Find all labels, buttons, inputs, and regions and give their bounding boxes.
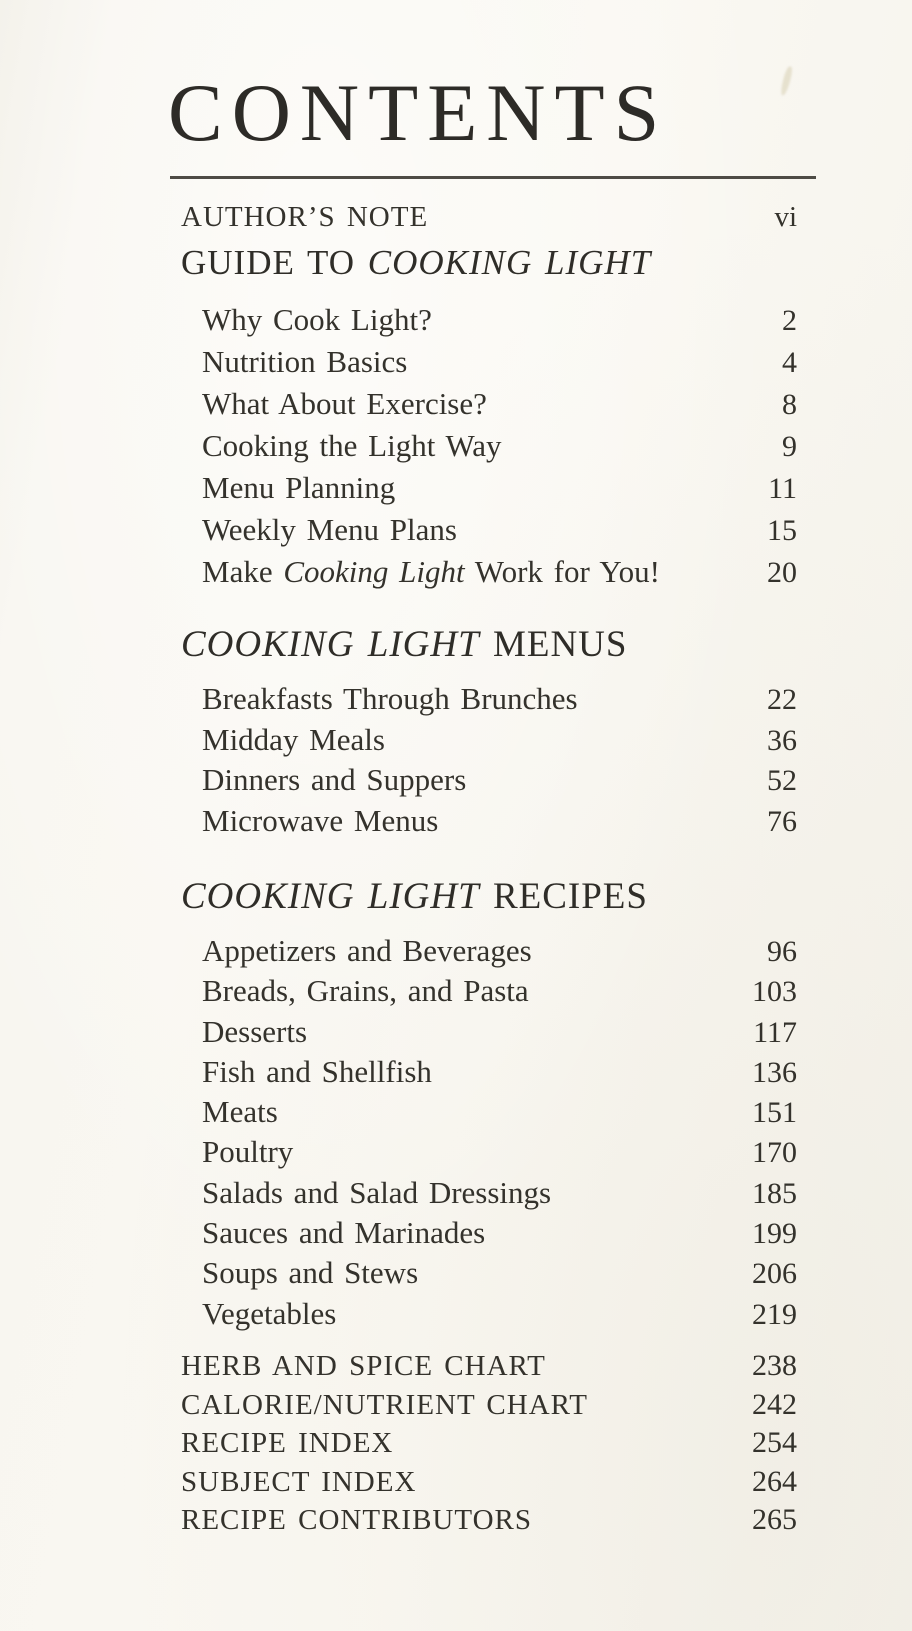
toc-entry-page: 265: [752, 1503, 797, 1537]
toc-entry-page: 219: [752, 1297, 797, 1331]
toc-entry-label: Cooking the Light Way: [202, 428, 502, 463]
toc-entry-page: vi: [774, 201, 797, 233]
toc-entry-page: 136: [752, 1055, 797, 1089]
heading-title-italic: COOKING LIGHT: [367, 243, 652, 282]
back-matter-entries: [181, 1347, 797, 1540]
toc-entry: [181, 679, 797, 720]
toc-entry-page: 15: [767, 514, 797, 547]
toc-entry-label: What About Exercise?: [202, 386, 487, 421]
title-rule: [170, 176, 816, 179]
toc-entry: [181, 971, 797, 1011]
label-title-italic: Cooking Light: [283, 554, 465, 589]
toc-entry: [181, 299, 797, 341]
toc-entry: [181, 509, 797, 551]
toc-entry-label: RECIPE CONTRIBUTORS: [181, 1504, 532, 1537]
section-heading-menus: [181, 619, 797, 671]
toc-entry-page: 264: [752, 1464, 797, 1498]
toc-entry-label: CALORIE/NUTRIENT CHART: [181, 1388, 588, 1421]
toc-entry-label: Desserts: [202, 1013, 308, 1049]
toc-entry-page: 2: [782, 304, 797, 337]
toc-entry-label: Dinners and Suppers: [202, 762, 467, 797]
toc-entry: [181, 1501, 797, 1540]
toc-entry: [181, 1386, 797, 1425]
toc-entry: [181, 1253, 797, 1293]
toc-entry-page: 96: [767, 935, 797, 968]
toc-entry-label: Meats: [202, 1094, 278, 1130]
toc-entry-label: Why Cook Light?: [202, 302, 432, 337]
toc-entry-page: 103: [752, 975, 797, 1009]
section-heading-recipes: [181, 871, 797, 923]
toc-entry-page: 199: [752, 1217, 797, 1251]
toc-entry: [181, 760, 797, 801]
heading-title-italic: COOKING LIGHT: [181, 876, 480, 917]
toc-entry: [181, 1012, 797, 1052]
toc-entry-page: 206: [752, 1257, 797, 1291]
scan-artifact: [779, 66, 793, 97]
toc-entry-label: [181, 551, 660, 592]
toc-entry: [181, 425, 797, 467]
section-items-menus: [181, 679, 797, 841]
toc-entry: [181, 467, 797, 509]
toc-entry-page: 254: [752, 1426, 797, 1460]
toc-entry: [181, 1052, 797, 1092]
toc-entry-page: 11: [768, 472, 797, 505]
toc-entry: [181, 720, 797, 761]
page-title: CONTENTS: [168, 67, 669, 158]
toc-entry-label: HERB AND SPICE CHART: [181, 1349, 546, 1382]
toc-entry-label: AUTHOR’S NOTE: [181, 201, 429, 233]
label-text-part: Make: [202, 554, 284, 589]
toc-entry-page: 9: [782, 430, 797, 463]
toc-entry-label: SUBJECT INDEX: [181, 1465, 417, 1498]
toc-entry: [181, 1092, 797, 1132]
section-items-recipes: [181, 931, 797, 1334]
toc-entry-label: Microwave Menus: [202, 802, 439, 838]
toc-entry: [181, 1347, 797, 1386]
section-heading-guide: [181, 238, 797, 288]
toc-entry-label: Salads and Salad Dressings: [202, 1174, 552, 1210]
toc-entry-label: Fish and Shellfish: [202, 1053, 432, 1089]
toc-entry-label: Sauces and Marinades: [202, 1215, 486, 1251]
toc-entry-label: Weekly Menu Plans: [202, 512, 457, 547]
toc-entry: [181, 1463, 797, 1502]
toc-entry-label: Poultry: [202, 1134, 294, 1170]
toc-entry-label: Breakfasts Through Brunches: [202, 681, 578, 716]
section-items-guide: [181, 299, 797, 593]
toc-entry-label: Appetizers and Beverages: [202, 933, 532, 968]
toc-entry-page: 242: [752, 1387, 797, 1421]
toc-entry: [181, 1173, 797, 1213]
toc-entry-page: 151: [752, 1096, 797, 1130]
label-text-part: Work for You!: [464, 554, 661, 589]
toc-entry-page: 238: [752, 1348, 797, 1382]
toc-entry-label: Menu Planning: [202, 470, 396, 505]
toc-entry: [181, 341, 797, 383]
toc-entry-page: 8: [782, 388, 797, 421]
toc-entry-page: 170: [752, 1136, 797, 1170]
toc-entry-page: 117: [753, 1015, 797, 1049]
toc-entry-page: 22: [767, 683, 797, 716]
toc-entry-authors-note: [181, 196, 797, 238]
toc-entry-page: 20: [767, 556, 797, 589]
toc-entry: [181, 801, 797, 842]
toc-entry: [181, 383, 797, 425]
toc-entry-label: RECIPE INDEX: [181, 1427, 394, 1460]
heading-text-part: GUIDE TO: [181, 243, 368, 282]
toc-entry-page: 36: [767, 723, 797, 757]
toc-entry-page: 4: [782, 346, 797, 379]
heading-title-italic: COOKING LIGHT: [181, 624, 480, 665]
toc-entry: [181, 1424, 797, 1463]
toc-entry: [181, 551, 797, 593]
toc-entry-label: Breads, Grains, and Pasta: [202, 973, 529, 1009]
toc-entry-label: Soups and Stews: [202, 1255, 419, 1291]
toc-entry-label: Vegetables: [202, 1295, 337, 1331]
heading-text-part: RECIPES: [479, 876, 648, 917]
heading-text-part: MENUS: [479, 624, 628, 665]
table-of-contents: [181, 196, 797, 1540]
toc-entry-page: 52: [767, 764, 797, 797]
toc-entry-label: Midday Meals: [202, 721, 385, 757]
toc-entry: [181, 1213, 797, 1253]
toc-entry: [181, 931, 797, 971]
toc-entry: [181, 1132, 797, 1172]
toc-entry-page: 185: [752, 1176, 797, 1210]
toc-entry: [181, 1294, 797, 1334]
toc-entry-label: Nutrition Basics: [202, 344, 408, 379]
toc-entry-page: 76: [767, 804, 797, 838]
